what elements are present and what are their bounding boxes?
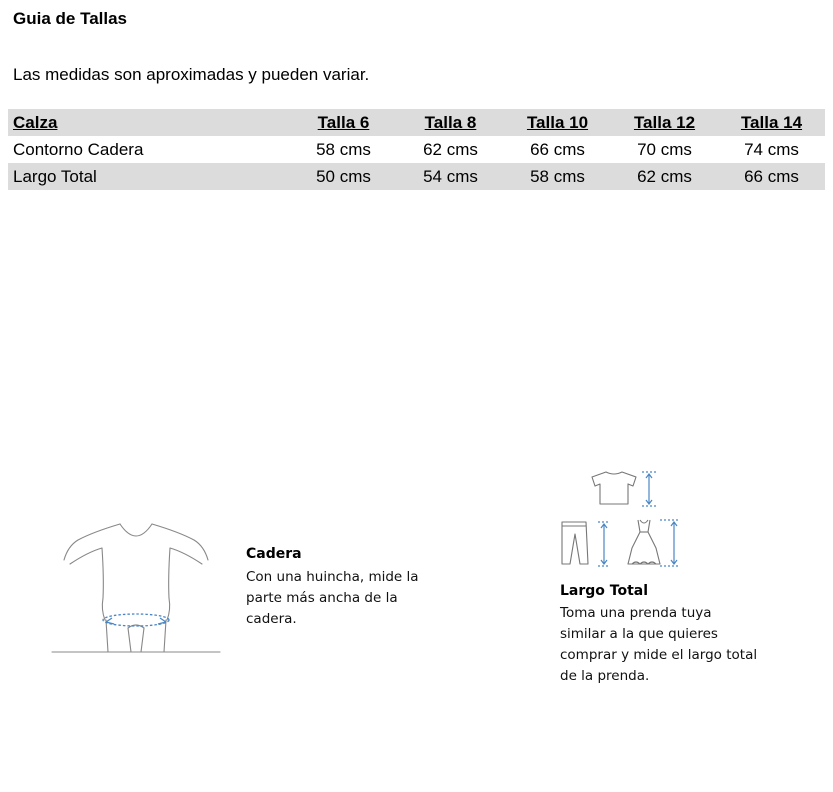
table-header-row [8, 109, 825, 136]
table-cell: 74 cms [744, 139, 799, 159]
column-header: Talla 8 [424, 112, 477, 132]
tshirt-length-icon [592, 472, 636, 504]
largo-total-line: similar a la que quieres [560, 626, 718, 642]
column-header: Talla 12 [633, 112, 696, 132]
column-header: Talla 10 [526, 112, 589, 132]
largo-total-line: Toma una prenda tuya [560, 605, 712, 621]
column-header: Talla 14 [740, 112, 803, 132]
table-cell: 58 cms [316, 139, 371, 159]
table-row [8, 136, 825, 163]
cadera-description [246, 567, 419, 630]
cadera-line: parte más ancha de la [246, 590, 398, 606]
largo-total-line: comprar y mide el largo total [560, 647, 758, 663]
table-cell: 66 cms [530, 139, 585, 159]
table-cell: 70 cms [637, 139, 692, 159]
table-row [8, 163, 825, 190]
garment-length-icons [556, 468, 686, 570]
page-title: Guia de Tallas [13, 9, 128, 28]
page-subtitle: Las medidas son aproximadas y pueden variar. [13, 65, 370, 84]
row-label: Contorno Cadera [13, 139, 144, 159]
size-table [8, 109, 825, 190]
table-cell: 58 cms [530, 166, 585, 186]
cadera-line: cadera. [246, 611, 297, 627]
table-cell: 54 cms [423, 166, 478, 186]
largo-total-title: Largo Total [560, 583, 649, 599]
cadera-title: Cadera [246, 546, 302, 562]
cadera-line: Con una huincha, mide la [246, 569, 419, 585]
pants-length-icon [562, 522, 588, 564]
table-cell: 50 cms [316, 166, 371, 186]
table-cell: 62 cms [637, 166, 692, 186]
largo-total-description [560, 603, 757, 687]
column-header: Talla 6 [317, 112, 370, 132]
largo-total-line: de la prenda. [560, 668, 650, 684]
row-label: Largo Total [13, 166, 97, 186]
body-hip-measure-icon [48, 518, 224, 658]
table-cell: 66 cms [744, 166, 799, 186]
dress-length-icon [628, 520, 660, 564]
table-cell: 62 cms [423, 139, 478, 159]
column-header: Calza [13, 112, 58, 132]
